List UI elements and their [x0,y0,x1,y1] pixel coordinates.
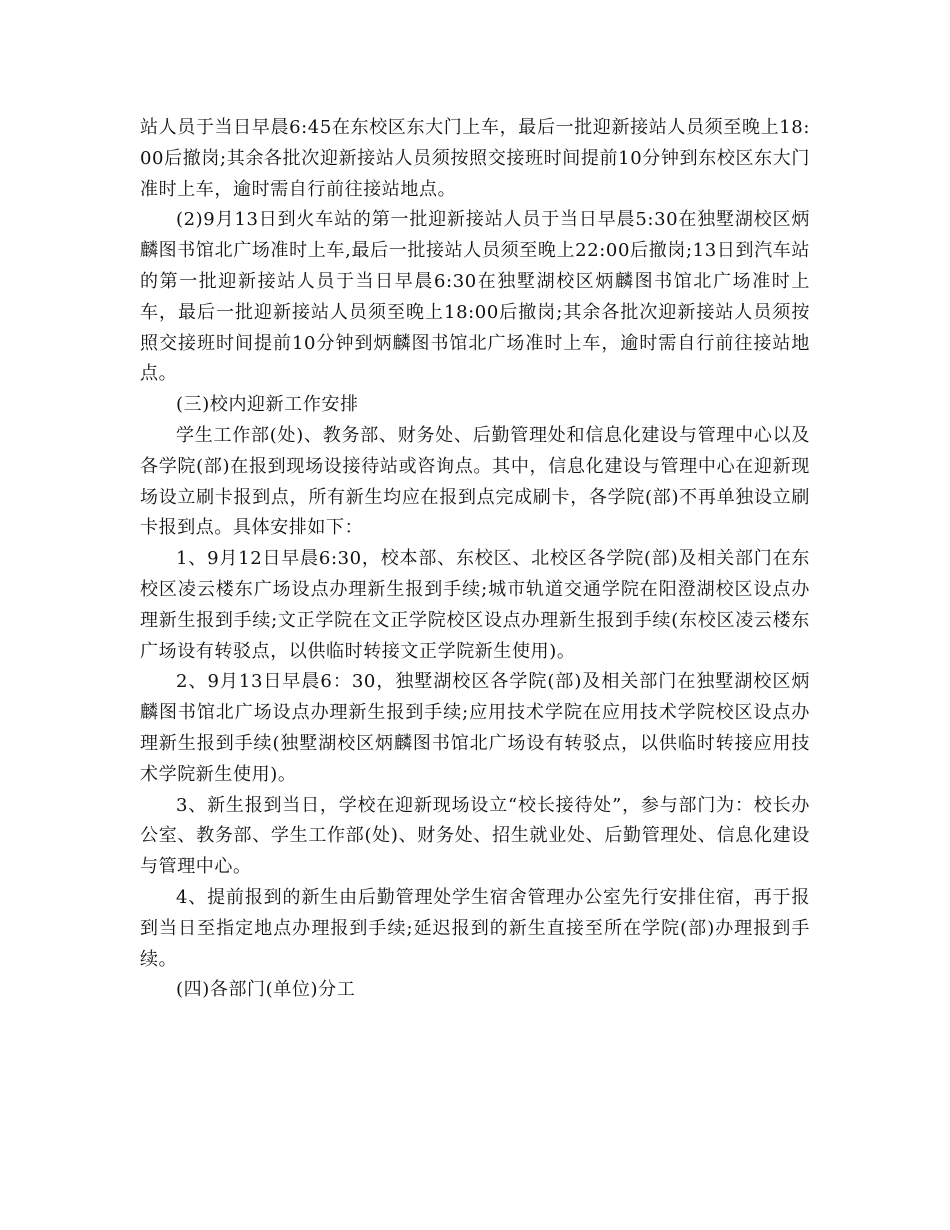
paragraph-item-1-sept-12: 1、9月12日早晨6:30，校本部、东校区、北校区各学院(部)及相关部门在东校区凌云楼东广场设点办理新生报到手续;城市轨道交通学院在阳澄湖校区设点办理新生报到手续;文正学院在文正学院校区设点办理新生报到手续(东校区凌云楼东广场设有转驳点，以供临时转接文正学院新生使用)。 [140,548,810,662]
paragraph-pickup-east-campus: 站人员于当日早晨6:45在东校区东大门上车，最后一批迎新接站人员须至晚上18:00后撤岗;其余各批次迎新接站人员须按照交接班时间提前10分钟到东校区东大门准时上车，逾时需自行前往接站地点。 [140,117,810,200]
paragraph-reception-overview: 学生工作部(处)、教务部、财务处、后勤管理处和信息化建设与管理中心以及各学院(部)在报到现场设接待站或咨询点。其中，信息化建设与管理中心在迎新现场设立刷卡报到点，所有新生均应在报到点完成刷卡，各学院(部)不再单独设立刷卡报到点。具体安排如下： [140,424,810,539]
paragraph-item-2-sept-13: 2、9月13日早晨6：30，独墅湖校区各学院(部)及相关部门在独墅湖校区炳麟图书馆北广场设点办理新生报到手续;应用技术学院在应用技术学院校区设点办理新生报到手续(独墅湖校区炳麟图书馆北广场设有转驳点，以供临时转接应用技术学院新生使用)。 [140,671,810,785]
paragraph-item-3-president-reception: 3、新生报到当日，学校在迎新现场设立“校长接待处”，参与部门为：校长办公室、教务部、学生工作部(处)、财务处、招生就业处、后勤管理处、信息化建设与管理中心。 [140,794,810,878]
section-heading-department-duties: (四)各部门(单位)分工 [176,979,356,1001]
paragraph-item-4-early-late-arrival: 4、提前报到的新生由后勤管理处学生宿舍管理办公室先行安排住宿，再于报到当日至指定地点办理报到手续;延迟报到的新生直接至所在学院(部)办理报到手续。 [140,886,810,970]
section-heading-campus-arrangement: (三)校内迎新工作安排 [176,394,359,416]
paragraph-pickup-dushu-lake: (2)9月13日到火车站的第一批迎新接站人员于当日早晨5:30在独墅湖校区炳麟图书馆北广场准时上车,最后一批接站人员须至晚上22:00后撤岗;13日到汽车站的第一批迎新接站人员于当日早晨6:30在独墅湖校区炳麟图书馆北广场准时上车，最后一批迎新接站人员须至晚上18:00后撤岗;其余各批次迎新接站人员须按照交接班时间提前10分钟到炳麟图书馆北广场准时上车，逾时需自行前往接站地点。 [140,209,810,385]
